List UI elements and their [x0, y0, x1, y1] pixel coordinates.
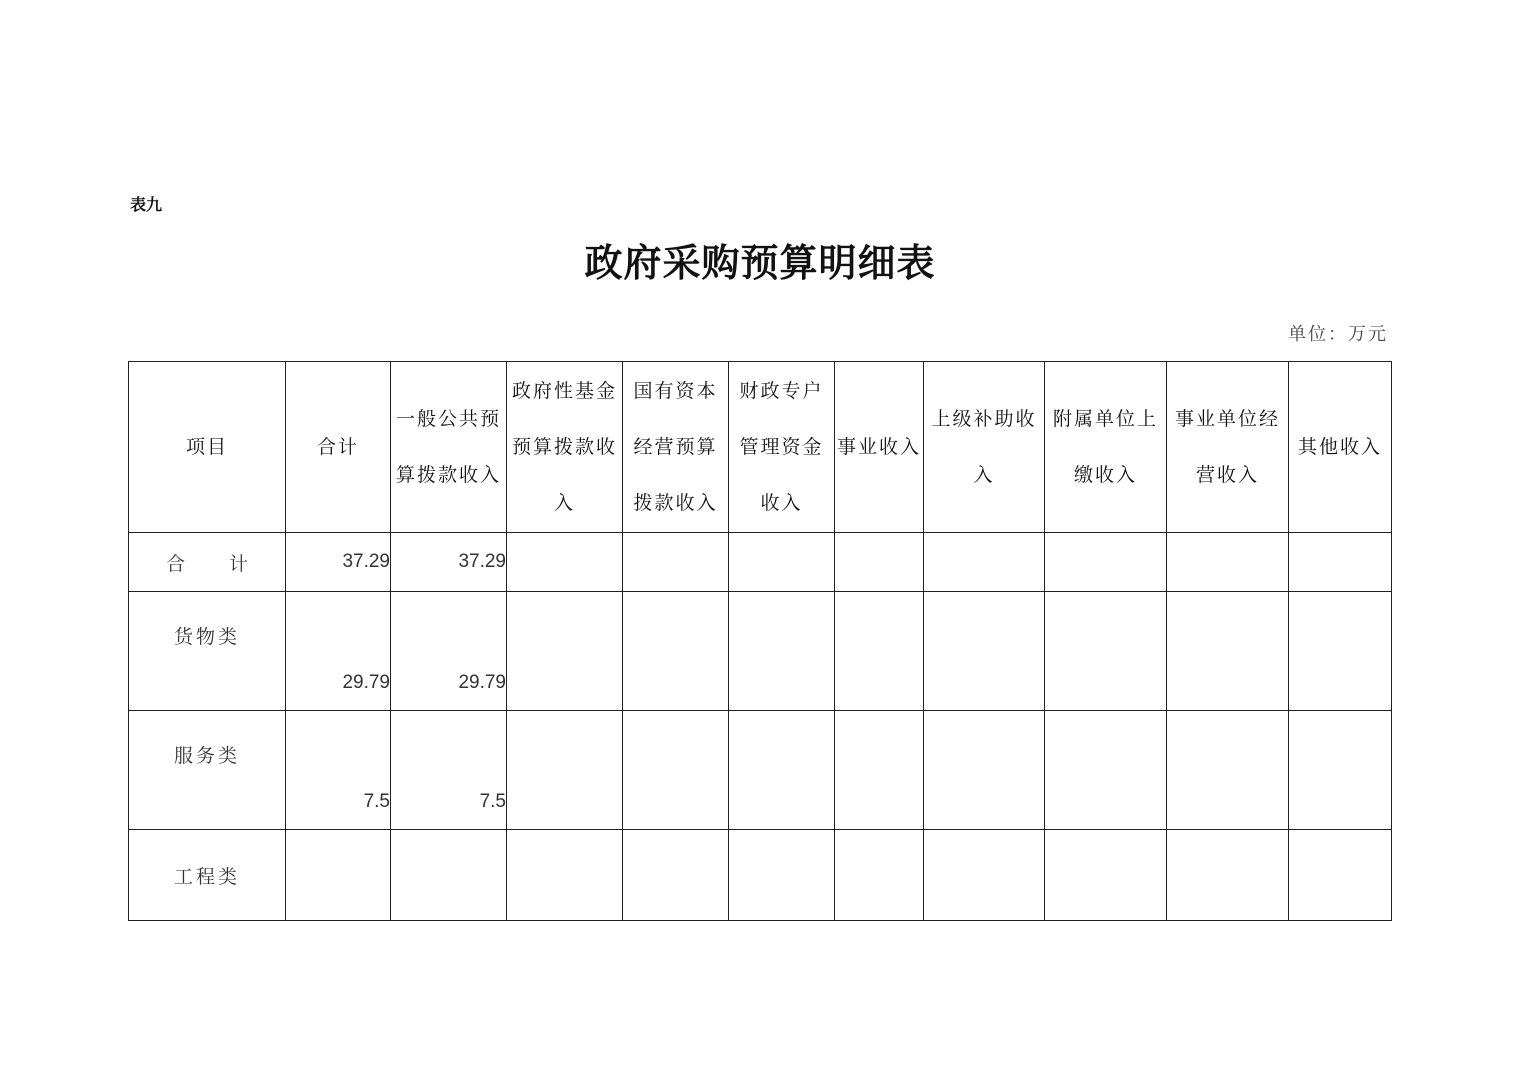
unit-label: 单位：万元: [1288, 324, 1388, 345]
cell-empty: [1289, 533, 1392, 592]
header-gov-fund: 政府性基金预算拨款收入: [507, 362, 623, 533]
cell-empty: [623, 830, 729, 921]
cell-empty: [835, 533, 924, 592]
cell-empty: [1289, 711, 1392, 830]
header-state-capital: 国有资本经营预算拨款收入: [623, 362, 729, 533]
cell-general-budget: 7.5: [391, 711, 507, 830]
page-title: 政府采购预算明细表: [584, 240, 936, 285]
row-label: 合 计: [129, 533, 286, 592]
row-label: 服务类: [129, 711, 286, 830]
cell-empty: [1045, 711, 1167, 830]
cell-empty: [1045, 533, 1167, 592]
cell-empty: [924, 533, 1045, 592]
header-total: 合计: [286, 362, 391, 533]
header-item: 项目: [129, 362, 286, 533]
cell-empty: [1167, 592, 1289, 711]
header-special-account: 财政专户管理资金收入: [729, 362, 835, 533]
cell-empty: [729, 711, 835, 830]
cell-empty: [729, 592, 835, 711]
row-label: 工程类: [129, 830, 286, 921]
cell-empty: [729, 830, 835, 921]
cell-empty: [835, 830, 924, 921]
cell-general-budget: 29.79: [391, 592, 507, 711]
table-row-goods: [129, 592, 1392, 711]
cell-empty: [1167, 830, 1289, 921]
cell-empty: [623, 533, 729, 592]
cell-empty: [1045, 830, 1167, 921]
cell-empty: [924, 592, 1045, 711]
header-superior-subsidy: 上级补助收入: [924, 362, 1045, 533]
cell-empty: [835, 592, 924, 711]
cell-empty: [924, 711, 1045, 830]
cell-total: 37.29: [286, 533, 391, 592]
table-header-row: [129, 362, 1392, 533]
cell-general-budget: [391, 830, 507, 921]
header-general-budget: 一般公共预算拨款收入: [391, 362, 507, 533]
cell-empty: [507, 711, 623, 830]
cell-empty: [1167, 533, 1289, 592]
cell-empty: [623, 711, 729, 830]
cell-empty: [1289, 830, 1392, 921]
cell-general-budget: 37.29: [391, 533, 507, 592]
table-row-project: [129, 830, 1392, 921]
cell-empty: [924, 830, 1045, 921]
cell-empty: [835, 711, 924, 830]
header-affiliated-payment: 附属单位上缴收入: [1045, 362, 1167, 533]
cell-empty: [1289, 592, 1392, 711]
budget-table: [128, 361, 1392, 921]
header-operating-income: 事业单位经营收入: [1167, 362, 1289, 533]
table-row-total: [129, 533, 1392, 592]
cell-total: [286, 830, 391, 921]
table-row-service: [129, 711, 1392, 830]
row-label: 货物类: [129, 592, 286, 711]
cell-empty: [507, 533, 623, 592]
cell-total: 29.79: [286, 592, 391, 711]
table-number-label: 表九: [130, 195, 163, 214]
cell-empty: [507, 592, 623, 711]
cell-empty: [623, 592, 729, 711]
header-business-income: 事业收入: [835, 362, 924, 533]
cell-empty: [507, 830, 623, 921]
cell-total: 7.5: [286, 711, 391, 830]
cell-empty: [1167, 711, 1289, 830]
cell-empty: [1045, 592, 1167, 711]
header-other-income: 其他收入: [1289, 362, 1392, 533]
cell-empty: [729, 533, 835, 592]
